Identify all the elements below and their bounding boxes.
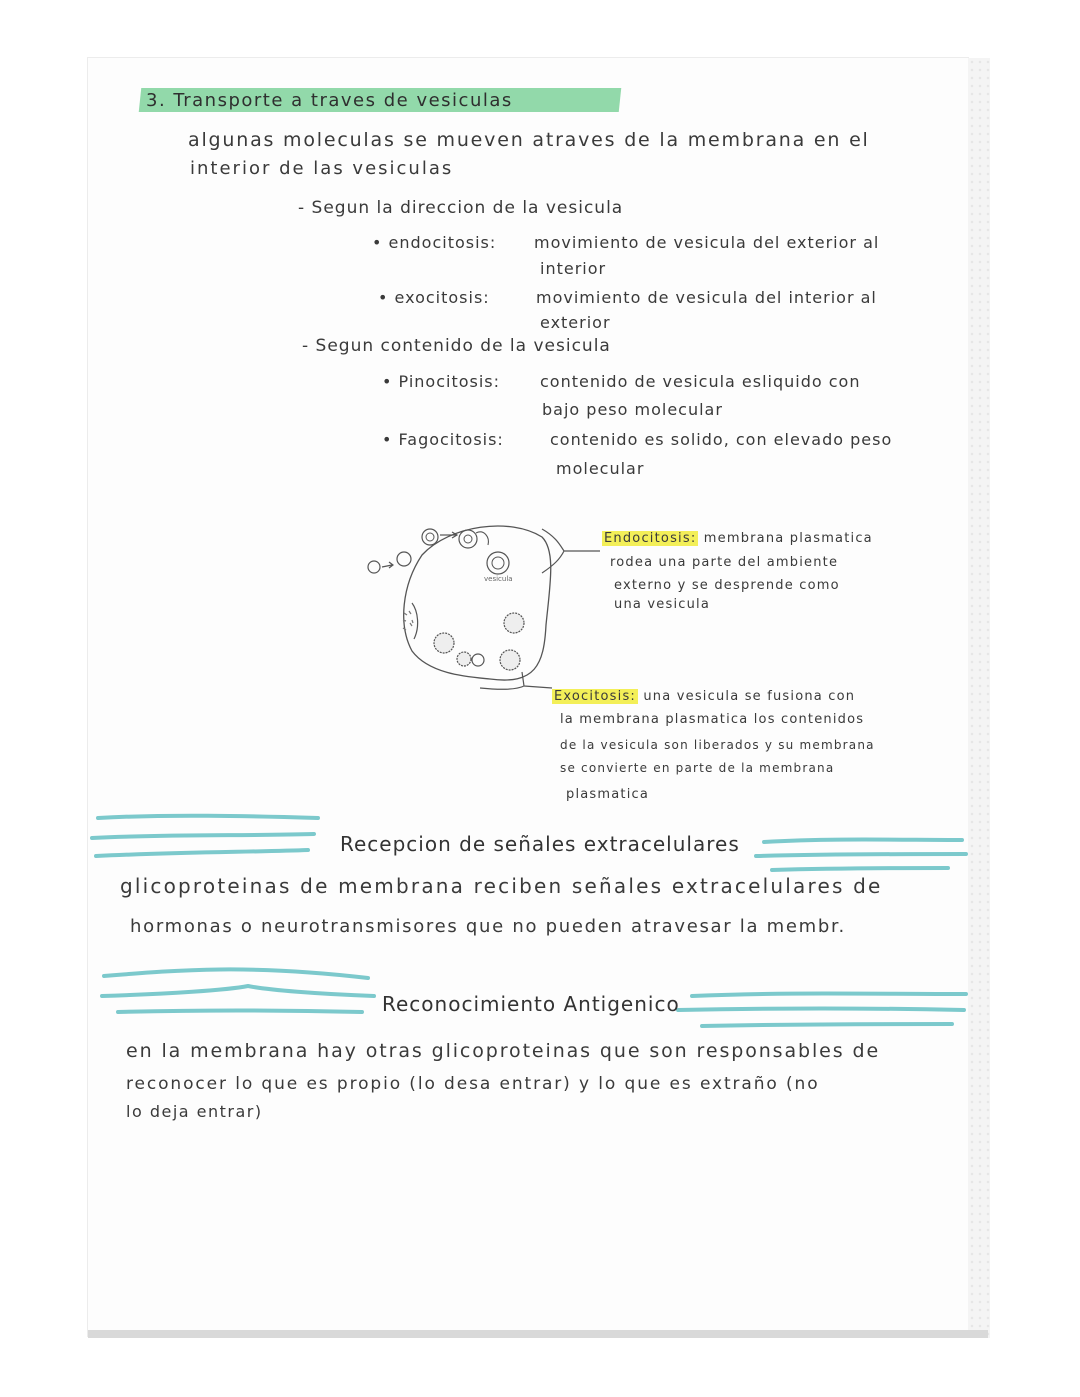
intro-line-2: interior de las vesiculas bbox=[190, 158, 454, 179]
page-bottom-edge bbox=[88, 1330, 988, 1338]
exocitosis-definition-2: exterior bbox=[540, 313, 611, 332]
direction-heading: - Segun la direccion de la vesicula bbox=[298, 198, 624, 218]
antigen-line-2: reconocer lo que es propio (lo desa entrar) y lo que es extraño (no bbox=[126, 1074, 820, 1094]
budding-vesicle bbox=[397, 552, 411, 566]
endocitosis-bracket bbox=[542, 529, 600, 573]
vesicle-3 bbox=[487, 552, 509, 574]
vesicle-8 bbox=[457, 652, 471, 666]
fagocitosis-definition-2: molecular bbox=[556, 459, 645, 478]
pinocitosis-definition-1: contenido de vesicula esliquido con bbox=[540, 372, 861, 391]
exocitosis-note-line-3: de la vesicula son liberados y su membrana bbox=[560, 738, 875, 752]
endocitosis-note-term: Endocitosis: bbox=[604, 531, 697, 546]
exocitosis-note-line-1 bbox=[552, 690, 855, 703]
exocitosis-note-line-4: se convierte en parte de la membrana bbox=[560, 761, 835, 775]
section-title: 3. Transporte a traves de vesiculas bbox=[146, 90, 513, 111]
exocitosis-note-def-1: una vesicula se fusiona con bbox=[643, 689, 856, 704]
vesicle-1 bbox=[422, 529, 438, 545]
intro-line-1: algunas moleculas se mueven atraves de la membrana en el bbox=[188, 129, 870, 151]
endocitosis-definition-2: interior bbox=[540, 259, 607, 278]
signals-line-2: hormonas o neurotransmisores que no pueden atravesar la membr. bbox=[130, 916, 846, 937]
antigen-heading: Reconocimiento Antigenico bbox=[382, 992, 680, 1016]
vesicle-4 bbox=[504, 613, 524, 633]
signals-line-1: glicoproteinas de membrana reciben señales extracelulares de bbox=[120, 874, 883, 898]
fagocitosis-term: • Fagocitosis: bbox=[382, 430, 504, 449]
endocitosis-note-line-1 bbox=[602, 532, 873, 545]
endocitosis-note-line-3: externo y se desprende como bbox=[614, 578, 840, 593]
endocitosis-note-line-4: una vesicula bbox=[614, 597, 711, 612]
endocitosis-definition-1: movimiento de vesicula del exterior al bbox=[534, 233, 880, 252]
fagocitosis-definition-1: contenido es solido, con elevado peso bbox=[550, 430, 893, 449]
content-heading: - Segun contenido de la vesicula bbox=[302, 336, 611, 356]
cell-membrane bbox=[404, 526, 551, 680]
antigen-line-1: en la membrana hay otras glicoproteinas que son responsables de bbox=[126, 1040, 881, 1062]
antigen-line-3: lo deja entrar) bbox=[126, 1102, 263, 1121]
wave-decoration-left-1 bbox=[88, 812, 328, 862]
pinocitosis-definition-2: bajo peso molecular bbox=[542, 400, 723, 419]
vesicle-5 bbox=[500, 650, 520, 670]
exocitosis-term: • exocitosis: bbox=[378, 288, 490, 307]
page-edge bbox=[968, 58, 990, 1338]
vesicle-7 bbox=[434, 633, 454, 653]
exocitosis-note-term: Exocitosis: bbox=[554, 689, 637, 704]
exocitosis-note-line-5: plasmatica bbox=[566, 787, 650, 802]
wave-decoration-right-2 bbox=[672, 990, 972, 1036]
external-particle bbox=[368, 561, 380, 573]
vesicle-label: vesicula bbox=[484, 575, 513, 583]
exocitosis-note-line-2: la membrana plasmatica los contenidos bbox=[560, 712, 865, 727]
endocitosis-term: • endocitosis: bbox=[372, 233, 497, 252]
pinocitosis-term: • Pinocitosis: bbox=[382, 372, 501, 391]
exocitosis-definition-1: movimiento de vesicula del interior al bbox=[536, 288, 877, 307]
wave-decoration-left-2 bbox=[98, 966, 378, 1020]
exocitosis-pointer bbox=[480, 668, 560, 698]
signals-heading: Recepcion de señales extracelulares bbox=[340, 832, 740, 856]
endocitosis-note-def-1: membrana plasmatica bbox=[703, 531, 873, 546]
endocitosis-note-line-2: rodea una parte del ambiente bbox=[610, 555, 839, 570]
vesicle-6 bbox=[472, 654, 484, 666]
vesicle-2 bbox=[459, 530, 477, 548]
